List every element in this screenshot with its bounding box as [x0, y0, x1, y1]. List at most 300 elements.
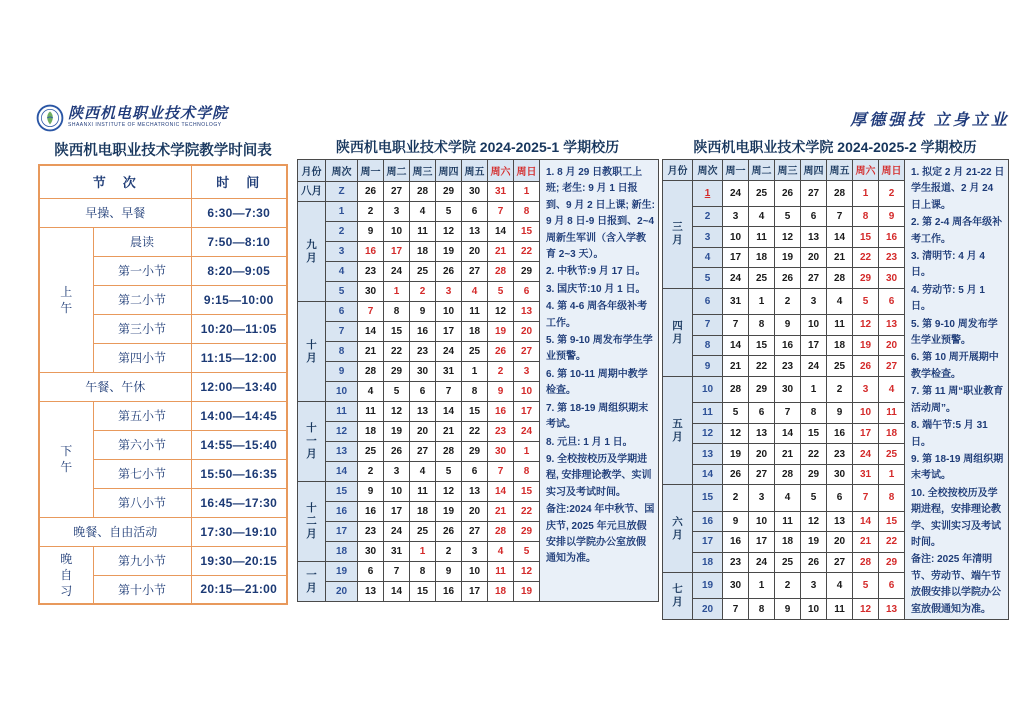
- calendar-header-cell: 周次: [326, 160, 358, 182]
- day-cell: 26: [436, 522, 462, 542]
- day-cell: 4: [879, 376, 905, 402]
- day-cell: 27: [801, 268, 827, 289]
- day-cell: 4: [462, 282, 488, 302]
- period-time-cell: 9:15—10:00: [191, 285, 287, 314]
- period-name-cell: 第七小节: [93, 459, 191, 488]
- timetable-row: [39, 198, 287, 227]
- day-cell: 26: [436, 262, 462, 282]
- month-label: 八月: [298, 182, 326, 202]
- day-cell: 7: [384, 562, 410, 582]
- period-time-cell: 14:00—14:45: [191, 401, 287, 430]
- day-cell: 16: [358, 242, 384, 262]
- day-cell: 25: [749, 268, 775, 289]
- week-number-cell: 2: [326, 222, 358, 242]
- day-cell: 27: [462, 262, 488, 282]
- day-cell: 15: [853, 227, 879, 248]
- day-cell: 6: [879, 573, 905, 599]
- day-cell: 21: [436, 422, 462, 442]
- period-group-label: 下 午: [39, 401, 93, 517]
- day-cell: 12: [436, 222, 462, 242]
- day-cell: 3: [801, 289, 827, 315]
- day-cell: 31: [384, 542, 410, 562]
- note-item: 7. 第 18-19 周组织期末考试。: [546, 402, 649, 431]
- day-cell: 12: [853, 315, 879, 336]
- day-cell: 5: [384, 382, 410, 402]
- day-cell: 31: [488, 182, 514, 202]
- day-cell: 30: [358, 282, 384, 302]
- note-item: 2. 第 2-4 周各年级补考工作。: [911, 217, 1003, 245]
- week-number-cell: 7: [693, 315, 723, 336]
- day-cell: 30: [358, 542, 384, 562]
- day-cell: 28: [723, 376, 749, 402]
- day-cell: 20: [749, 444, 775, 465]
- day-cell: 20: [462, 502, 488, 522]
- day-cell: 27: [879, 356, 905, 377]
- day-cell: 11: [358, 402, 384, 422]
- day-cell: 6: [749, 403, 775, 424]
- day-cell: 25: [410, 522, 436, 542]
- day-cell: 17: [384, 502, 410, 522]
- day-cell: 27: [462, 522, 488, 542]
- period-name-cell: 第六小节: [93, 430, 191, 459]
- month-label: 七 月: [663, 573, 693, 620]
- day-cell: 23: [358, 522, 384, 542]
- day-cell: 24: [384, 262, 410, 282]
- day-cell: 1: [879, 464, 905, 485]
- week-number-cell: 14: [326, 462, 358, 482]
- week-number-cell: 18: [326, 542, 358, 562]
- day-cell: 25: [462, 342, 488, 362]
- day-cell: 6: [358, 562, 384, 582]
- day-cell: 1: [384, 282, 410, 302]
- timetable-row: [39, 372, 287, 401]
- timetable-row: [39, 401, 287, 430]
- day-cell: 7: [723, 599, 749, 620]
- week-number-cell: 10: [326, 382, 358, 402]
- notes-cell: [905, 160, 1009, 620]
- week-number-cell: 17: [326, 522, 358, 542]
- period-name-cell: 第四小节: [93, 343, 191, 372]
- week-number-cell: 8: [326, 342, 358, 362]
- day-cell: 29: [879, 552, 905, 573]
- calendar-header-cell: 周二: [749, 160, 775, 181]
- day-cell: 3: [723, 206, 749, 227]
- calendar-header-cell: 周四: [436, 160, 462, 182]
- day-cell: 29: [749, 376, 775, 402]
- calendar-header-cell: 周六: [853, 160, 879, 181]
- day-cell: 11: [410, 222, 436, 242]
- note-item: 10. 全校按校历及学期进程，安排理论教学、实训实习及考试时间。: [911, 487, 1001, 548]
- day-cell: 12: [775, 227, 801, 248]
- day-cell: 28: [358, 362, 384, 382]
- day-cell: 9: [358, 222, 384, 242]
- week-number-cell: 18: [693, 552, 723, 573]
- day-cell: 5: [801, 485, 827, 511]
- day-cell: 4: [827, 573, 853, 599]
- day-cell: 2: [488, 362, 514, 382]
- calendar-header-row: [298, 160, 659, 182]
- calendar-header-cell: 周二: [384, 160, 410, 182]
- period-group-label: 上 午: [39, 227, 93, 372]
- day-cell: 15: [749, 335, 775, 356]
- note-item: 4. 第 4-6 周各年级补考工作。: [546, 301, 648, 329]
- timetable-time-header: 时 间: [191, 165, 287, 198]
- day-cell: 6: [462, 462, 488, 482]
- day-cell: 15: [410, 582, 436, 602]
- school-name-english: SHAANXI INSTITUTE OF MECHATRONIC TECHNOLOGY: [68, 122, 222, 128]
- day-cell: 10: [801, 315, 827, 336]
- day-cell: 5: [853, 289, 879, 315]
- period-name-cell: 第十小节: [93, 575, 191, 604]
- day-cell: 9: [775, 315, 801, 336]
- period-name-cell: 晚餐、自由活动: [39, 517, 191, 546]
- day-cell: 16: [879, 227, 905, 248]
- day-cell: 8: [749, 599, 775, 620]
- day-cell: 15: [514, 482, 540, 502]
- day-cell: 3: [384, 462, 410, 482]
- notes-cell: [540, 160, 659, 602]
- day-cell: 24: [723, 268, 749, 289]
- day-cell: 18: [879, 423, 905, 444]
- day-cell: 16: [775, 335, 801, 356]
- day-cell: 3: [853, 376, 879, 402]
- day-cell: 3: [384, 202, 410, 222]
- day-cell: 11: [827, 315, 853, 336]
- day-cell: 14: [436, 402, 462, 422]
- day-cell: 19: [436, 502, 462, 522]
- note-item: 9. 第 18-19 周组织期末考试。: [911, 453, 1004, 482]
- period-time-cell: 16:45—17:30: [191, 488, 287, 517]
- day-cell: 20: [827, 532, 853, 553]
- day-cell: 24: [801, 356, 827, 377]
- day-cell: 18: [488, 582, 514, 602]
- day-cell: 17: [462, 582, 488, 602]
- note-item: 9. 全校按校历及学期进程, 安排理论教学、实训实习及考试时间。: [546, 453, 652, 498]
- week-number-cell: 1: [326, 202, 358, 222]
- week-number-cell: 17: [693, 532, 723, 553]
- week-number-cell: 20: [326, 582, 358, 602]
- day-cell: 14: [775, 423, 801, 444]
- week-number-cell: 11: [326, 402, 358, 422]
- day-cell: 17: [384, 242, 410, 262]
- day-cell: 3: [514, 362, 540, 382]
- week-number-cell: 4: [693, 247, 723, 268]
- week-number-cell: 16: [693, 511, 723, 532]
- day-cell: 26: [384, 442, 410, 462]
- day-cell: 30: [410, 362, 436, 382]
- period-name-cell: 午餐、午休: [39, 372, 191, 401]
- week-number-cell: 8: [693, 335, 723, 356]
- day-cell: 28: [853, 552, 879, 573]
- day-cell: 13: [827, 511, 853, 532]
- day-cell: 22: [801, 444, 827, 465]
- day-cell: 29: [384, 362, 410, 382]
- day-cell: 10: [723, 227, 749, 248]
- month-label: 十 二 月: [298, 482, 326, 562]
- day-cell: 15: [384, 322, 410, 342]
- day-cell: 25: [410, 262, 436, 282]
- semester1-calendar: [297, 159, 659, 602]
- day-cell: 2: [775, 289, 801, 315]
- note-item: 7. 第 11 周“职业教育活动周”。: [911, 386, 1004, 414]
- week-number-cell: 19: [326, 562, 358, 582]
- day-cell: 19: [801, 532, 827, 553]
- day-cell: 4: [358, 382, 384, 402]
- day-cell: 1: [514, 182, 540, 202]
- week-number-cell: 19: [693, 573, 723, 599]
- day-cell: 19: [384, 422, 410, 442]
- calendar-header-cell: 周五: [462, 160, 488, 182]
- period-name-cell: 第二小节: [93, 285, 191, 314]
- day-cell: 24: [514, 422, 540, 442]
- day-cell: 6: [514, 282, 540, 302]
- day-cell: 20: [879, 335, 905, 356]
- note-item: 5. 第 9-10 周发布学生学业预警。: [911, 318, 998, 347]
- month-label: 九 月: [298, 202, 326, 302]
- day-cell: 12: [723, 423, 749, 444]
- day-cell: 5: [723, 403, 749, 424]
- day-cell: 6: [410, 382, 436, 402]
- school-motto: 厚德强技 立身立业: [850, 112, 1010, 129]
- timetable-period-header: 节 次: [39, 165, 191, 198]
- day-cell: 6: [827, 485, 853, 511]
- day-cell: 30: [879, 268, 905, 289]
- day-cell: 14: [827, 227, 853, 248]
- day-cell: 17: [436, 322, 462, 342]
- day-cell: 29: [514, 522, 540, 542]
- day-cell: 30: [723, 573, 749, 599]
- semester2-calendar: [662, 159, 1009, 620]
- period-time-cell: 20:15—21:00: [191, 575, 287, 604]
- day-cell: 12: [384, 402, 410, 422]
- week-number-cell: 16: [326, 502, 358, 522]
- day-cell: 6: [801, 206, 827, 227]
- day-cell: 16: [358, 502, 384, 522]
- day-cell: 11: [827, 599, 853, 620]
- day-cell: 18: [775, 532, 801, 553]
- day-cell: 14: [384, 582, 410, 602]
- day-cell: 12: [436, 482, 462, 502]
- day-cell: 29: [514, 262, 540, 282]
- day-cell: 23: [827, 444, 853, 465]
- day-cell: 24: [436, 342, 462, 362]
- calendar-header-cell: 周次: [693, 160, 723, 181]
- day-cell: 8: [853, 206, 879, 227]
- period-name-cell: 晨读: [93, 227, 191, 256]
- calendar-header-cell: 周六: [488, 160, 514, 182]
- month-label: 四 月: [663, 289, 693, 377]
- period-name-cell: 第三小节: [93, 314, 191, 343]
- day-cell: 1: [749, 289, 775, 315]
- week-number-cell: 10: [693, 376, 723, 402]
- day-cell: 9: [879, 206, 905, 227]
- day-cell: 8: [801, 403, 827, 424]
- period-time-cell: 6:30—7:30: [191, 198, 287, 227]
- day-cell: 11: [410, 482, 436, 502]
- note-item: 备注:2024 年中秋节、国庆节, 2025 年元旦放假安排以学院办公室放假通知为准。: [546, 504, 655, 565]
- day-cell: 9: [775, 599, 801, 620]
- day-cell: 25: [358, 442, 384, 462]
- day-cell: 9: [827, 403, 853, 424]
- day-cell: 22: [879, 532, 905, 553]
- day-cell: 2: [358, 462, 384, 482]
- day-cell: 2: [775, 573, 801, 599]
- day-cell: 25: [749, 180, 775, 206]
- calendar-header-cell: 月份: [663, 160, 693, 181]
- day-cell: 23: [723, 552, 749, 573]
- day-cell: 16: [410, 322, 436, 342]
- period-time-cell: 14:55—15:40: [191, 430, 287, 459]
- period-name-cell: 第九小节: [93, 546, 191, 575]
- day-cell: 1: [749, 573, 775, 599]
- month-label: 三 月: [663, 180, 693, 288]
- day-cell: 20: [514, 322, 540, 342]
- day-cell: 27: [514, 342, 540, 362]
- week-number-cell: 13: [693, 444, 723, 465]
- day-cell: 7: [488, 462, 514, 482]
- day-cell: 18: [749, 247, 775, 268]
- period-time-cell: 10:20—11:05: [191, 314, 287, 343]
- day-cell: 7: [488, 202, 514, 222]
- day-cell: 1: [462, 362, 488, 382]
- day-cell: 9: [410, 302, 436, 322]
- day-cell: 13: [358, 582, 384, 602]
- day-cell: 9: [488, 382, 514, 402]
- period-group-label: 晚 自 习: [39, 546, 93, 604]
- month-label: 十 月: [298, 302, 326, 402]
- week-number-cell: 3: [693, 227, 723, 248]
- week-number-cell: 7: [326, 322, 358, 342]
- day-cell: 25: [879, 444, 905, 465]
- day-cell: 3: [462, 542, 488, 562]
- day-cell: 3: [801, 573, 827, 599]
- day-cell: 18: [462, 322, 488, 342]
- day-cell: 19: [488, 322, 514, 342]
- day-cell: 28: [488, 262, 514, 282]
- day-cell: 2: [358, 202, 384, 222]
- day-cell: 14: [853, 511, 879, 532]
- day-cell: 14: [488, 482, 514, 502]
- period-time-cell: 17:30—19:10: [191, 517, 287, 546]
- day-cell: 27: [384, 182, 410, 202]
- day-cell: 19: [514, 582, 540, 602]
- day-cell: 4: [827, 289, 853, 315]
- day-cell: 16: [723, 532, 749, 553]
- calendar-header-cell: 周五: [827, 160, 853, 181]
- month-label: 六 月: [663, 485, 693, 573]
- period-time-cell: 7:50—8:10: [191, 227, 287, 256]
- week-number-cell: 20: [693, 599, 723, 620]
- day-cell: 28: [436, 442, 462, 462]
- calendar-header-cell: 周日: [514, 160, 540, 182]
- day-cell: 8: [514, 202, 540, 222]
- timetable-row: [39, 227, 287, 256]
- day-cell: 4: [775, 485, 801, 511]
- day-cell: 22: [514, 502, 540, 522]
- day-cell: 20: [462, 242, 488, 262]
- day-cell: 24: [853, 444, 879, 465]
- day-cell: 20: [801, 247, 827, 268]
- day-cell: 11: [462, 302, 488, 322]
- day-cell: 16: [827, 423, 853, 444]
- day-cell: 25: [775, 552, 801, 573]
- calendar-header-row: [663, 160, 1009, 181]
- day-cell: 27: [827, 552, 853, 573]
- week-number-cell: 1: [693, 180, 723, 206]
- day-cell: 1: [514, 442, 540, 462]
- day-cell: 5: [436, 202, 462, 222]
- day-cell: 7: [358, 302, 384, 322]
- month-label: 一 月: [298, 562, 326, 602]
- day-cell: 16: [436, 582, 462, 602]
- period-name-cell: 第一小节: [93, 256, 191, 285]
- day-cell: 15: [462, 402, 488, 422]
- day-cell: 10: [436, 302, 462, 322]
- school-logo-text: [68, 104, 228, 128]
- day-cell: 8: [749, 315, 775, 336]
- day-cell: 6: [879, 289, 905, 315]
- calendar-header-cell: 周四: [801, 160, 827, 181]
- week-number-cell: 15: [693, 485, 723, 511]
- day-cell: 13: [462, 222, 488, 242]
- day-cell: 30: [775, 376, 801, 402]
- day-cell: 22: [749, 356, 775, 377]
- day-cell: 5: [488, 282, 514, 302]
- day-cell: 22: [514, 242, 540, 262]
- day-cell: 14: [358, 322, 384, 342]
- month-label: 五 月: [663, 376, 693, 484]
- day-cell: 28: [410, 182, 436, 202]
- day-cell: 22: [462, 422, 488, 442]
- day-cell: 15: [879, 511, 905, 532]
- day-cell: 21: [775, 444, 801, 465]
- day-cell: 21: [488, 242, 514, 262]
- day-cell: 7: [775, 403, 801, 424]
- day-cell: 5: [436, 462, 462, 482]
- day-cell: 26: [853, 356, 879, 377]
- day-cell: 18: [410, 242, 436, 262]
- calendar-header-cell: 周一: [358, 160, 384, 182]
- note-item: 6. 第 10 周开展期中教学检查。: [911, 352, 999, 380]
- day-cell: 29: [801, 464, 827, 485]
- day-cell: 11: [879, 403, 905, 424]
- note-item: 6. 第 10-11 周期中教学检查。: [546, 368, 648, 397]
- day-cell: 13: [749, 423, 775, 444]
- week-number-cell: 4: [326, 262, 358, 282]
- day-cell: 8: [462, 382, 488, 402]
- day-cell: 8: [879, 485, 905, 511]
- day-cell: 31: [853, 464, 879, 485]
- note-item: 1. 8 月 29 日教职工上班; 老生: 9 月 1 日报到、9 月 2 日上课; 新生: 9 月 8 日-9 日报到、2~4 周新生军训（含入学教育 2~3 天）。: [546, 167, 655, 261]
- day-cell: 7: [827, 206, 853, 227]
- day-cell: 26: [775, 180, 801, 206]
- day-cell: 31: [723, 289, 749, 315]
- day-cell: 26: [723, 464, 749, 485]
- day-cell: 7: [436, 382, 462, 402]
- period-time-cell: 12:00—13:40: [191, 372, 287, 401]
- week-number-cell: 9: [326, 362, 358, 382]
- day-cell: 11: [775, 511, 801, 532]
- day-cell: 9: [723, 511, 749, 532]
- day-cell: 22: [853, 247, 879, 268]
- day-cell: 21: [358, 342, 384, 362]
- day-cell: 21: [723, 356, 749, 377]
- day-cell: 27: [749, 464, 775, 485]
- school-logo: [36, 104, 228, 132]
- semester2-title: 陕西机电职业技术学院 2024-2025-2 学期校历: [693, 139, 977, 155]
- day-cell: 23: [488, 422, 514, 442]
- day-cell: 19: [723, 444, 749, 465]
